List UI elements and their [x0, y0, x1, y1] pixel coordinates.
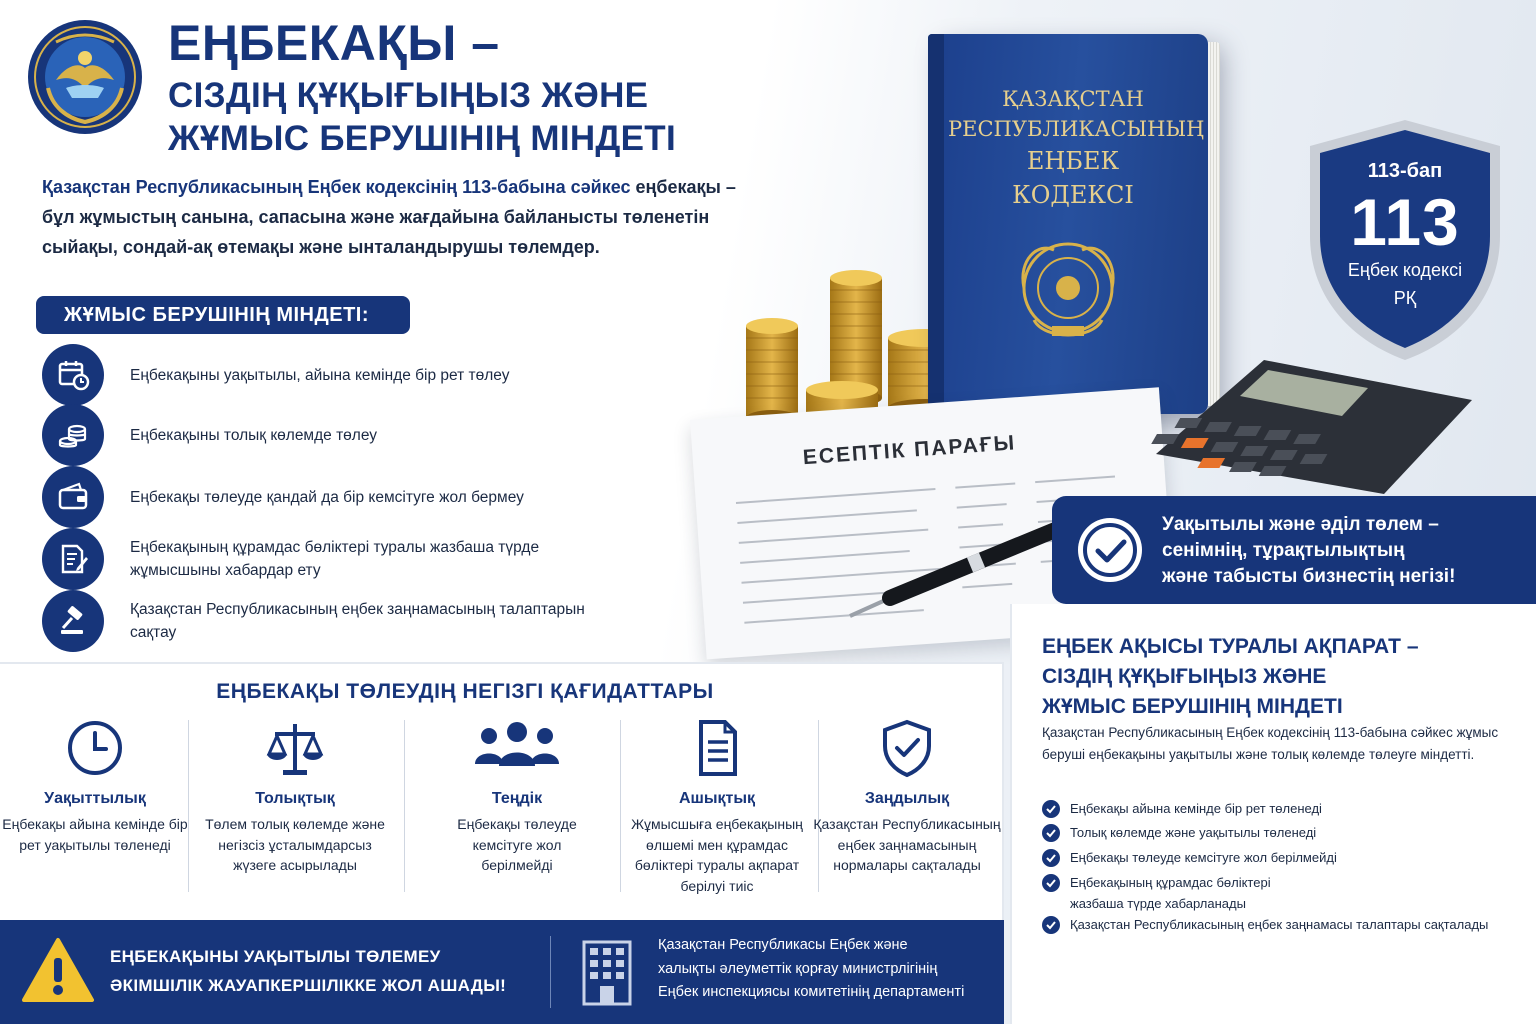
book-pages — [1208, 42, 1220, 406]
info-list-text: Еңбекақы төлеуде кемсітуге жол берілмейді — [1070, 850, 1337, 865]
check-icon — [1042, 849, 1060, 867]
ministry-emblem-icon — [26, 18, 144, 136]
info-list-text: Қазақстан Республикасының еңбек заңнамасы талаптары сақталады — [1070, 917, 1489, 932]
duty-text: Еңбекақының құрамдас бөліктері туралы жазбаша түрде жұмысшыны хабардар ету — [130, 539, 540, 579]
principle-desc: Қазақстан Республикасының еңбек заңнамасының нормалары сақталады — [813, 816, 1001, 873]
info-list-text: Толық көлемде және уақытылы төленеді — [1070, 825, 1317, 840]
principle-desc: Төлем толық көлемде және негізсіз ұсталымдарсыз жүзеге асырылады — [205, 816, 385, 873]
title-line-2: СІЗДІҢ ҚҰҚЫҒЫҢЫЗ ЖӘНЕ — [168, 76, 649, 115]
warning-line-1: ЕҢБЕКАҚЫНЫ УАҚЫТЫЛЫ ТӨЛЕМЕУ — [110, 947, 441, 966]
principle-desc: Еңбекақы төлеуде кемсітуге жол берілмейді — [457, 816, 577, 873]
org-line-1: Қазақстан Республикасы Еңбек және — [658, 937, 908, 953]
duty-text: Қазақстан Республикасының еңбек заңнамасының талаптарын сақтау — [130, 601, 585, 641]
principles-heading: ЕҢБЕКАҚЫ ТӨЛЕУДІҢ НЕГІЗГІ ҚАҒИДАТТАРЫ — [216, 680, 714, 703]
article-113-badge — [1300, 116, 1510, 364]
slogan-text — [1162, 512, 1532, 590]
info-list-text: Еңбекақы айына кемінде бір рет төленеді — [1070, 801, 1322, 816]
people-icon — [467, 718, 567, 778]
badge-code-line-1: Еңбек кодексі — [1347, 260, 1463, 280]
book-line-4: КОДЕКСІ — [1012, 181, 1134, 209]
slogan-line-3: және табысты бизнестің негізі! — [1162, 566, 1456, 587]
shield-check-icon — [877, 718, 937, 778]
book-line-2: РЕСПУБЛИКАСЫНЫҢ — [948, 117, 1205, 141]
document-icon — [687, 718, 747, 778]
info-title-line-2: СІЗДІҢ ҚҰҚЫҒЫҢЫЗ ЖӘНЕ — [1042, 665, 1327, 688]
duties-heading: ЖҰМЫС БЕРУШІНІҢ МІНДЕТІ: — [36, 296, 410, 334]
principle-desc: Еңбекақы айына кемінде бір рет уақытылы төленеді — [2, 816, 188, 853]
principle-item — [812, 718, 1002, 908]
principle-name: Толықтық — [255, 790, 335, 807]
divider — [620, 720, 621, 892]
warning-text — [110, 942, 540, 1000]
book-spine — [928, 34, 944, 414]
badge-code-line-2: РҚ — [1393, 288, 1417, 308]
warning-icon — [22, 936, 94, 1006]
org-line-2: халықты әлеуметтік қорғау министрлігінің — [658, 960, 938, 977]
principle-name: Теңдік — [491, 790, 543, 807]
info-title-line-1: ЕҢБЕК АҚЫСЫ ТУРАЛЫ АҚПАРАТ – — [1042, 635, 1419, 658]
wallet-icon — [42, 466, 104, 528]
building-icon — [576, 936, 638, 1006]
divider — [404, 720, 405, 892]
check-icon — [1042, 824, 1060, 842]
divider — [188, 720, 189, 892]
book-line-3: ЕҢБЕК — [1026, 147, 1120, 175]
duty-item — [42, 404, 602, 466]
calendar-clock-icon — [42, 344, 104, 406]
duty-item — [42, 528, 602, 590]
duty-text: Еңбекақыны толық көлемде төлеу — [130, 426, 378, 444]
organization-text — [658, 934, 998, 1005]
clock-icon — [65, 718, 125, 778]
divider — [550, 936, 551, 1008]
document-pen-icon — [42, 528, 104, 590]
principle-item — [422, 718, 612, 908]
principle-name: Заңдылық — [864, 790, 950, 807]
check-icon — [1042, 874, 1060, 892]
page-title — [168, 15, 788, 164]
check-circle-icon — [1074, 514, 1146, 586]
gavel-icon — [42, 590, 104, 652]
bottom-band — [0, 920, 1004, 1024]
intro-rest: еңбекақы – бұл жұмыстың санына, сапасына және жағдайына байланысты төленетін сыйақы, сондай-ақ өтемақы және ынталандырушы төлемдер. — [42, 177, 736, 257]
book-title — [948, 84, 1205, 212]
org-line-3: Еңбек инспекциясы комитетінің департаменті — [658, 984, 965, 1000]
info-body: Қазақстан Республикасының Еңбек кодексінің 113-бабына сәйкес жұмыс беруші еңбекақыны уақытылы және толық көлемде төлеуге міндетті. — [1042, 725, 1499, 762]
title-line-1: ЕҢБЕКАҚЫ – — [168, 15, 500, 71]
badge-article: 113-бап — [1367, 160, 1443, 182]
slogan-banner — [1052, 496, 1536, 604]
slogan-line-2: сенімнің, тұрақтылықтың — [1162, 540, 1405, 561]
info-list-text: Еңбекақының құрамдас бөліктері жазбаша түрде хабарланады — [1070, 875, 1271, 911]
principle-desc: Жұмысшыға еңбекақының өлшемі мен құрамдас бөліктері туралы ақпарат берілуі тиіс — [631, 816, 803, 894]
principles-section — [0, 662, 1004, 920]
coins-icon — [42, 404, 104, 466]
duty-text: Еңбекақыны уақытылы, айына кемінде бір рет төлеу — [130, 366, 510, 384]
title-line-3: ЖҰМЫС БЕРУШІНІҢ МІНДЕТІ — [168, 119, 677, 158]
payslip-title: ЕСЕПТІК ПАРАҒЫ — [802, 431, 1017, 470]
check-icon — [1042, 800, 1060, 818]
duty-item — [42, 344, 602, 406]
principle-name: Уақыттылық — [44, 790, 146, 807]
info-card — [1010, 604, 1536, 1024]
intro-paragraph — [42, 172, 772, 262]
principle-item — [200, 718, 390, 908]
intro-highlight: Қазақстан Республикасының Еңбек кодексінің 113-бабына сәйкес — [42, 177, 631, 197]
info-title-line-3: ЖҰМЫС БЕРУШІНІҢ МІНДЕТІ — [1042, 695, 1343, 718]
check-icon — [1042, 916, 1060, 934]
principle-item — [0, 718, 190, 908]
scales-icon — [265, 718, 325, 778]
principle-name: Ашықтық — [678, 790, 756, 807]
warning-line-2: ӘКІМШІЛІК ЖАУАПКЕРШІЛІККЕ ЖОЛ АШАДЫ! — [110, 976, 507, 995]
duty-text: Еңбекақы төлеуде қандай да бір кемсітуге жол бермеу — [130, 488, 524, 506]
calculator-image — [1146, 356, 1476, 496]
badge-number: 113 — [1350, 185, 1460, 259]
duty-item — [42, 466, 602, 528]
duty-item — [42, 590, 602, 652]
info-title — [1042, 632, 1522, 722]
book-line-1: ҚАЗАҚСТАН — [1002, 87, 1144, 111]
slogan-line-1: Уақытылы және әділ төлем – — [1162, 514, 1439, 535]
principle-item — [622, 718, 812, 908]
state-emblem-icon — [998, 230, 1138, 350]
